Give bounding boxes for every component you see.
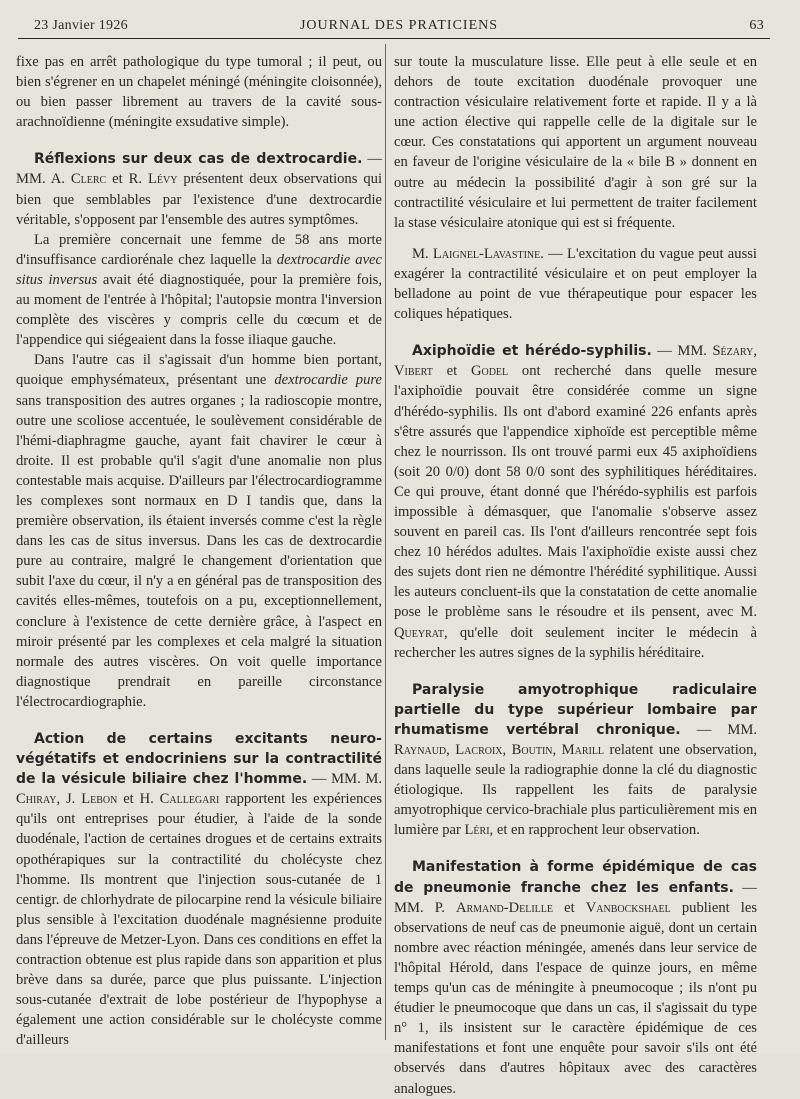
header-rule (18, 38, 770, 39)
journal-title: JOURNAL DES PRATICIENS (299, 18, 499, 33)
article-title: Action de certains excitants neuro-végétatifs et endocriniens sur la contractilité de la vésicule biliaire chez l'homme. (16, 731, 382, 788)
page-number: 63 (749, 18, 764, 33)
author-name: Vanbockshael (585, 899, 671, 916)
left-column (16, 52, 382, 1051)
article-title: Manifestation à forme épidémique de cas de pneumonie franche chez les enfants. (394, 859, 757, 896)
author-name: Lebon (81, 791, 118, 808)
running-header (34, 14, 764, 36)
article-paralysie: Paralysie amyotrophique radiculaire partielle du type supérieur lombaire par rhumatisme vertébral chronique. — MM. Raynaud, Lacroix, Boutin, Marill relatent une observation, dans laquelle seule la radiographie donne la clé du diagnostic étiologique. Ils rappellent les faits de paralysie amyotrophique cervico-brachiale plus particulièrement mis en lumière par Léri, et en rapprochent leur observation. (394, 681, 758, 839)
article-title: Réflexions sur deux cas de dextrocardie. (34, 151, 363, 168)
author-name: Callegari (159, 791, 220, 808)
author-name: Sézary (712, 343, 754, 360)
body-paragraph: Dans l'autre cas il s'agissait d'un homme bien portant, quoique emphysémateux, présentant une dextrocardie pure sans transposition des autres organes ; la radioscopie montre, outre une scoliose accentuée, le soulèvement considérable de l'hémi-diaphragme gauche, ayant fait chavirer le cœur à droite. Il est probable qu'il s'agit d'une anomalie non plus contestable mais acquise. D'ailleurs par l'électrocardiogramme les complexes sont normaux en D I tandis que, dans la première observation, ils étaient inversés comme c'est la règle dans les cas de situs inversus. Dans les cas de dextrocardie pure au contraire, malgré le changement d'orientation que subit l'axe du cœur, il n'y a en général pas de transposition des cavités elles-mêmes, toutefois on a pu, exceptionnellement, conclure à l'existence de cette dernière grâce, à l'aspect en miroir présenté par les complexes et cela malgré la situation normale des autres viscères. On voit quelle importance diagnostique prendrait en pareille circonstance l'électrocardiographie. (16, 352, 383, 710)
author-name: Clerc (70, 171, 107, 188)
article-title: Paralysie amyotrophique radiculaire partielle du type supérieur lombaire par rhumatisme vertébral chronique. (394, 681, 757, 738)
author-name: Léri (464, 822, 490, 839)
continued-paragraph: sur toute la musculature lisse. Elle peut à elle seule et en dehors de toute excitation duodénale provoquer une contraction vésiculaire relativement forte et rapide. Il y a là une action élective qui rappelle celle de la digitale sur le cœur. Ces constatations qui apportent un argument nouveau en faveur de l'origine vésiculaire de la « bile B » donnent en outre au médecin la possibilité d'agir à son gré sur la contractilité vésiculaire et lui permettent de traiter facilement la stase vésiculaire atonique qui est si fréquente. (394, 54, 757, 231)
right-column (394, 52, 757, 1099)
author-name: Armand-Delille (455, 899, 553, 916)
author-name: Boutin (511, 742, 553, 758)
article-title: Axiphoïdie et hérédo-syphilis. (412, 343, 652, 360)
issue-date: 23 Janvier 1926 (34, 18, 128, 33)
author-name: Godel (470, 363, 509, 380)
author-name: Marill (561, 742, 605, 758)
article-pneumonie: Manifestation à forme épidémique de cas de pneumonie franche chez les enfants. — MM. P. Armand-Delille et Vanbockshael publient les observations de neuf cas de pneumonie aiguë, dont un certain nombre avec réaction méningée, amenés dans leur service de l'hôpital Hérold, dans l'espace de quinze jours, en même temps qu'un cas de méningite à pneumocoque ; ils n'ont pu étudier le pneumocoque que dans un cas, il s'agissait du type n° 1, ils insistent sur le caractère épidémique de ces manifestations et font une enquête pour savoir s'ils ont été observés dans d'autres hôpitaux avec des caractères analogues. (394, 859, 757, 1097)
author-name: Lévy (147, 171, 178, 188)
author-name: Queyrat (394, 624, 444, 641)
body-paragraph: M. Laignel-Lavastine. — L'excitation du vague peut aussi exagérer la contractilité vésiculaire et on peut employer la belladone au point de vue thérapeutique pour espacer les coliques hépatiques. (394, 245, 757, 323)
author-name: Laignel-Lavastine (432, 245, 541, 262)
article-dextrocardie: Réflexions sur deux cas de dextrocardie. — MM. A. Clerc et R. Lévy présentent deux observations qui bien que semblables par l'existence d'une dextrocardie véritable, s'opposent par l'ensemble des autres symptômes. (16, 151, 383, 228)
author-name: Raynaud (394, 742, 447, 758)
article-vesicule-biliaire: Action de certains excitants neuro-végétatifs et endocriniens sur la contractilité de la vésicule biliaire chez l'homme. — MM. M. Chiray, J. Lebon et H. Callegari rapportent les expériences qu'ils ont entreprises pour étudier, à l'aide de la sonde duodénale, l'action de certaines drogues et de certains extraits opothérapiques sur la contractilité du cholécyste chez l'homme. Ils montrent que l'injection sous-cutanée de 1 centigr. de chlorhydrate de pilocarpine rend la vésicule biliaire plus sensible à l'excitation duodénale magnésienne produite dans l'épreuve de Metzer-Lyon. Dans ces conditions en effet la contraction obtenue est plus rapide dans son apparition et plus brève dans sa durée, parce que plus puissante. L'injection sous-cutanée d'extrait de lobe postérieur de l'hypophyse a également une action considérable sur le cholécyste comme d'ailleurs (16, 731, 383, 1049)
author-name: Vibert (394, 363, 433, 380)
column-divider (385, 44, 386, 1040)
author-name: Lacroix (455, 742, 503, 758)
continued-paragraph: fixe pas en arrêt pathologique du type tumoral ; il peut, ou bien s'égrener en un chapelet méningé (méningite cloisonnée), ou bien passer librement au travers de la cavité sous-arachnoïdienne (méningite exsudative simple). (16, 54, 382, 131)
author-name: Chiray (16, 791, 57, 808)
article-axiphoidie: Axiphoïdie et hérédo-syphilis. — MM. Sézary, Vibert et Godel ont recherché dans quelle mesure l'axiphoïdie pouvait être considérée comme un signe d'hérédo-syphilis. Ils ont d'abord examiné 226 enfants après s'être assurés que l'appendice xiphoïde est perceptible même chez le nourrisson. Ils ont trouvé parmi eux 45 axiphoïdiens (soit 20 0/0) dont 58 0/0 sont des syphilitiques héréditaires. Ce qui prouve, étant donné que l'hérédo-syphilis est parfois impossible à démasquer, que l'anomalie s'observe assez souvent en pareil cas. Ils l'ont d'ailleurs rencontrée sept fois chez 10 hérédos adultes. Mais l'axiphoïdie existe aussi chez des sujets dont rien ne démontre l'hérédité syphilitique. Aussi les auteurs concluent-ils que la constatation de cette anomalie pose le problème sans le résoudre et ils pensent, avec M. Queyrat, qu'elle doit seulement inciter le médecin à rechercher les autres signes de la syphilis héréditaire. (394, 343, 757, 661)
body-paragraph: La première concernait une femme de 58 ans morte d'insuffisance cardiorénale chez laquelle la dextrocardie avec situs inversus avait été diagnostiquée, pour la première fois, au moment de l'entrée à l'hôpital; l'autopsie montra l'inversion complète des viscères y compris celle du cœcum et de l'appendice qui siégeaient dans la fosse iliaque gauche. (16, 231, 382, 349)
